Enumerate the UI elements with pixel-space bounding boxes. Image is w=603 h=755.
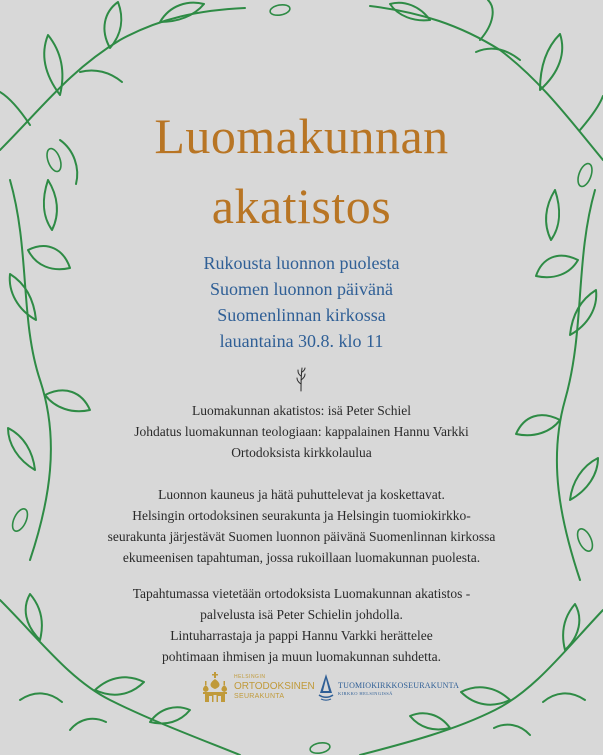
church-domes-icon bbox=[200, 671, 230, 705]
paragraph1-line-3: seurakunta järjestävät Suomen luonnon päivänä Suomenlinnan kirkossa bbox=[107, 529, 496, 544]
subtitle-line-3: Suomenlinnan kirkossa bbox=[217, 305, 386, 325]
paragraph2-line-3: Lintuharrastaja ja pappi Hannu Varkki herättelee bbox=[170, 628, 433, 643]
orthodox-parish-logo bbox=[200, 671, 315, 705]
paragraph1-line-4: ekumeenisen tapahtuman, jossa rukoillaan luomakunnan puolesta. bbox=[122, 550, 481, 565]
subtitle-line-4-date: lauantaina 30.8. klo 11 bbox=[219, 331, 384, 351]
cathedral-logo-line-1: TUOMIOKIRKKOSEURAKUNTA bbox=[338, 681, 460, 690]
paragraph2-line-1: Tapahtumassa vietetään ortodoksista Luomakunnan akatistos - bbox=[132, 586, 471, 601]
program-line-3: Ortodoksista kirkkolaulua bbox=[231, 445, 372, 460]
sprig-icon bbox=[293, 366, 309, 392]
title-line-2: akatistos bbox=[211, 178, 392, 234]
paragraph1-line-2: Helsingin ortodoksinen seurakunta ja Helsingin tuomiokirkko- bbox=[132, 508, 471, 523]
cathedral-sail-icon bbox=[318, 673, 334, 701]
subtitle-line-2: Suomen luonnon päivänä bbox=[210, 279, 393, 299]
cathedral-parish-logo bbox=[318, 673, 460, 703]
program-line-1: Luomakunnan akatistos: isä Peter Schiel bbox=[192, 403, 411, 418]
orthodox-logo-line-2: ORTODOKSINEN bbox=[234, 681, 315, 692]
subtitle-line-1: Rukousta luonnon puolesta bbox=[203, 253, 400, 273]
paragraph1-line-1: Luonnon kauneus ja hätä puhuttelevat ja koskettavat. bbox=[158, 487, 445, 502]
orthodox-logo-line-3: SEURAKUNTA bbox=[234, 693, 285, 700]
cathedral-logo-line-2: KIRKKO HELSINGISSÄ bbox=[338, 691, 393, 696]
paragraph2-line-2: palvelusta isä Peter Schielin johdolla. bbox=[200, 607, 403, 622]
paragraph2-line-4: pohtimaan ihmisen ja muun luomakunnan suhdetta. bbox=[162, 649, 441, 664]
program-line-2: Johdatus luomakunnan teologiaan: kappalainen Hannu Varkki bbox=[134, 424, 469, 439]
title-line-1: Luomakunnan bbox=[154, 108, 449, 164]
orthodox-logo-line-1: HELSINGIN bbox=[234, 674, 266, 680]
